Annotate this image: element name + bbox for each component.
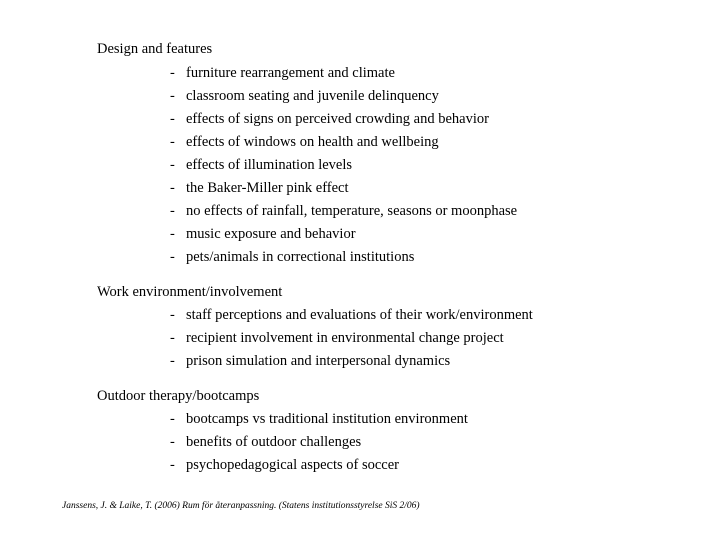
list-item: [170, 133, 439, 151]
list-item-text: psychopedagogical aspects of soccer: [186, 457, 399, 473]
list-item: [170, 64, 395, 82]
bullet-dash: -: [170, 134, 175, 150]
list-item-text: staff perceptions and evaluations of their work/environment: [186, 307, 533, 323]
list-item: [170, 456, 399, 474]
list-item: [170, 225, 356, 243]
list-item-text: benefits of outdoor challenges: [186, 434, 362, 450]
list-item-text: pets/animals in correctional institutions: [186, 249, 415, 265]
bullet-dash: -: [170, 353, 175, 369]
bullet-dash: -: [170, 226, 175, 242]
footer-citation: Janssens, J. & Laike, T. (2006) Rum för återanpassning. (Statens institutionsstyrelse SiS 2/06): [62, 501, 420, 511]
list-item: [170, 179, 349, 197]
list-item-text: prison simulation and interpersonal dynamics: [186, 353, 451, 369]
list-item: [170, 248, 414, 266]
bullet-dash: -: [170, 88, 175, 104]
section-heading-work-environment: Work environment/involvement: [97, 284, 283, 300]
bullet-dash: -: [170, 65, 175, 81]
section-heading-outdoor-therapy: Outdoor therapy/bootcamps: [97, 388, 260, 404]
list-item: [170, 329, 504, 347]
bullet-dash: -: [170, 307, 175, 323]
list-item: [170, 306, 533, 324]
section-heading-design: Design and features: [97, 41, 213, 57]
list-item-text: furniture rearrangement and climate: [186, 65, 395, 81]
list-item: [170, 352, 450, 370]
list-item-text: effects of illumination levels: [186, 157, 353, 173]
list-item-text: the Baker-Miller pink effect: [186, 180, 349, 196]
bullet-dash: -: [170, 157, 175, 173]
bullet-dash: -: [170, 203, 175, 219]
bullet-dash: -: [170, 434, 175, 450]
list-item-text: effects of windows on health and wellbeing: [186, 134, 439, 150]
bullet-dash: -: [170, 330, 175, 346]
list-item-text: recipient involvement in environmental change project: [186, 330, 504, 346]
bullet-dash: -: [170, 411, 175, 427]
bullet-dash: -: [170, 249, 175, 265]
list-item-text: effects of signs on perceived crowding and behavior: [186, 111, 489, 127]
bullet-dash: -: [170, 180, 175, 196]
list-item-text: music exposure and behavior: [186, 226, 356, 242]
list-item: [170, 110, 489, 128]
list-item-text: classroom seating and juvenile delinquency: [186, 88, 439, 104]
list-item: [170, 87, 439, 105]
bullet-dash: -: [170, 457, 175, 473]
list-item-text: bootcamps vs traditional institution environment: [186, 411, 468, 427]
list-item: [170, 410, 468, 428]
list-item: [170, 433, 361, 451]
bullet-dash: -: [170, 111, 175, 127]
list-item: [170, 156, 352, 174]
list-item-text: no effects of rainfall, temperature, seasons or moonphase: [186, 203, 518, 219]
list-item: [170, 202, 517, 220]
